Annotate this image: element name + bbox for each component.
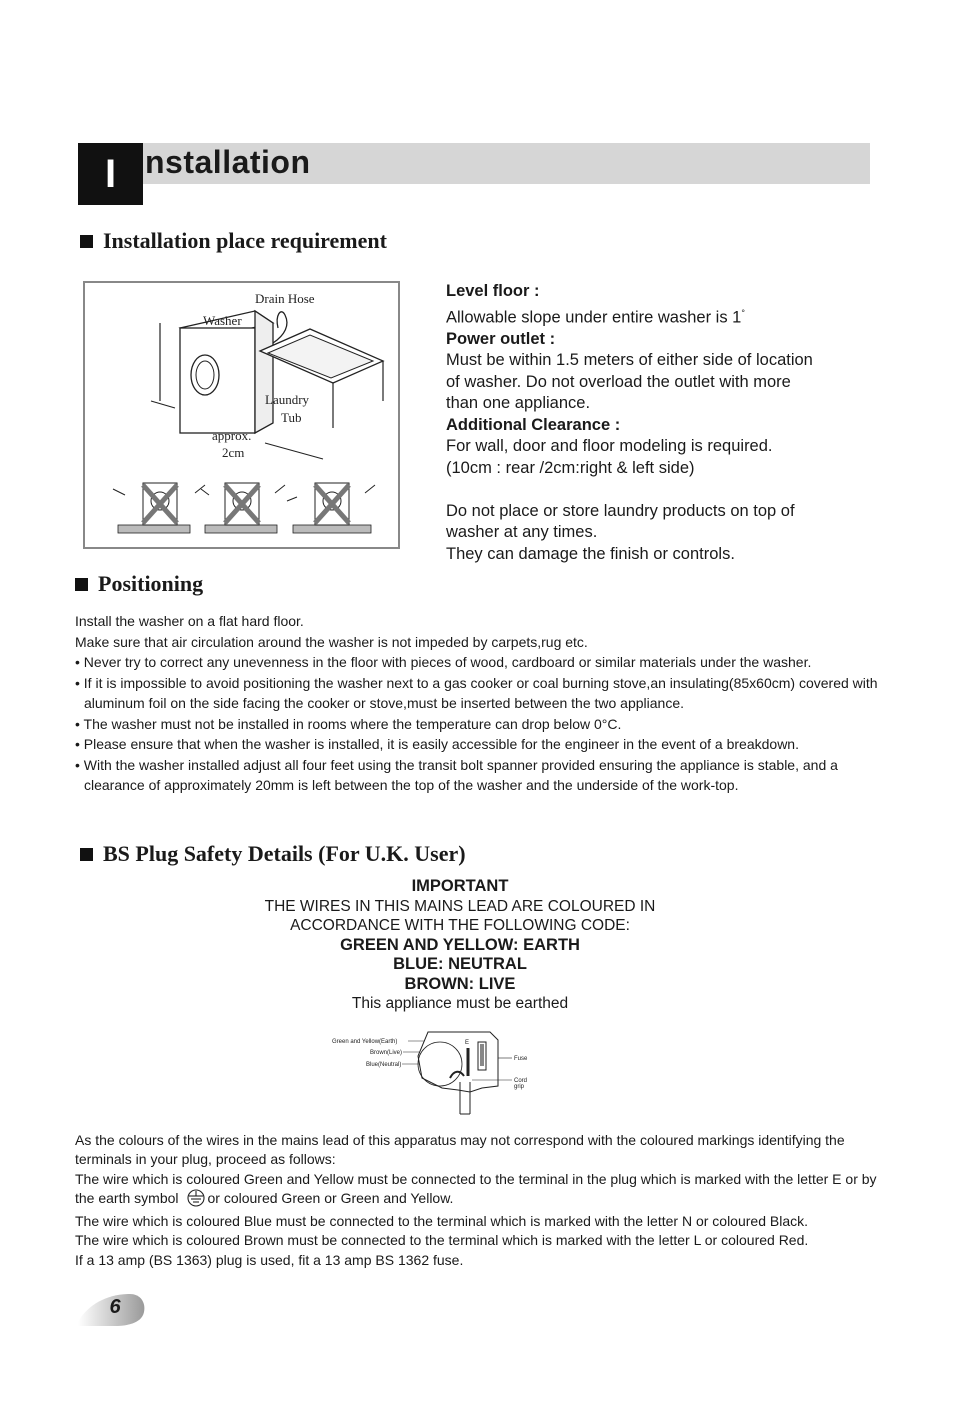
page-title: nstallation [145,144,311,180]
label-washer: Washer [203,313,242,328]
earthed-notice: This appliance must be earthed [351,995,569,1012]
positioning-bullet: • With the washer installed adjust all four feet using the transit bolt spanner provided ensuring the appliance is stable, and a clearance of approximately 20mm is left between the top of the washer and the underside of the work-top. [75,756,838,793]
section-heading-text: Positioning [98,571,204,596]
clearance-line: For wall, door and floor modeling is required. [446,437,773,455]
page-number: 6 [109,1296,121,1318]
label-drain-hose: Drain Hose [255,291,315,306]
square-bullet-icon [80,235,93,248]
plug-diagram [330,1026,540,1116]
warning-line: Do not place or store laundry products on top of [446,501,795,520]
wiring-paragraph: The wire which is coloured Brown must be connected to the terminal which is marked with the letter L or coloured Red. [75,1232,809,1249]
positioning-line: Install the washer on a flat hard floor. [75,613,304,629]
positioning-line: Make sure that air circulation around the washer is not impeded by carpets,rug etc. [75,633,588,650]
section-heading-installation-place [80,228,387,254]
earth-code: GREEN AND YELLOW: EARTH [340,935,580,954]
label-approx-value: 2cm [222,445,245,460]
positioning-text [75,611,885,796]
washer-diagram [85,283,398,547]
neutral-code: BLUE: NEUTRAL [393,955,527,973]
clearance-line: (10cm : rear /2cm:right & left side) [446,458,695,477]
wiring-paragraph-earth [75,1170,890,1213]
power-outlet-line: of washer. Do not overload the outlet with more [446,372,791,391]
plug-label-neutral: Blue(Neutral) [366,1062,402,1068]
level-floor-label: Level floor : [446,282,540,300]
plug-label-live: Brown(Live) [370,1050,403,1056]
wires-line: THE WIRES IN THIS MAINS LEAD ARE COLOURED IN [264,897,656,915]
earth-symbol-icon [185,1189,207,1212]
wire-code-notice [200,877,720,1014]
plug-label-cord: Cord [514,1078,528,1084]
incorrect-placement-figures [113,483,375,533]
spacer [446,479,866,501]
square-bullet-icon [75,578,88,591]
plug-wiring-svg [330,1026,540,1116]
label-approx: approx. [212,428,252,443]
label-laundry: Laundry [265,392,310,407]
wiring-instructions [75,1131,890,1270]
power-outlet-line: Must be within 1.5 meters of either side of location [446,351,813,369]
plug-label-fuse: Fuse [514,1056,528,1062]
degree-symbol: ° [741,307,745,318]
important-label: IMPORTANT [411,877,509,895]
clearance-label: Additional Clearance : [446,415,621,434]
section-heading-text: BS Plug Safety Details (For U.K. User) [103,841,466,866]
positioning-bullet: • Never try to correct any unevenness in the floor with pieces of wood, cardboard or similar materials under the washer. [75,654,812,670]
earth-instruction-text: The wire which is coloured Green and Yellow must be connected to the terminal in the plug which is marked with the letter E or by the earth symbol [75,1170,877,1206]
installation-requirements [446,281,866,565]
title-initial: I [104,152,117,196]
wiring-paragraph: As the colours of the wires in the mains lead of this apparatus may not correspond with the coloured markings identifying the terminals in your plug, proceed as follows: [75,1132,845,1168]
power-outlet-line: than one appliance. [446,394,591,412]
square-bullet-icon [80,848,93,861]
earth-instruction-suffix: or coloured Green or Green and Yellow. [207,1189,454,1206]
plug-label-grip: grip [514,1084,525,1090]
section-heading-positioning [75,571,203,597]
terminal-e-label: E [465,1040,470,1046]
wiring-paragraph: If a 13 amp (BS 1363) plug is used, fit a 13 amp BS 1362 fuse. [75,1251,464,1268]
section-heading-text: Installation place requirement [103,228,387,253]
warning-line: They can damage the finish or controls. [446,544,735,563]
level-floor-value: Allowable slope under entire washer is 1 [446,308,742,326]
wiring-paragraph: The wire which is coloured Blue must be connected to the terminal which is marked with the letter N or coloured Black. [75,1213,809,1230]
installation-illustration [83,281,400,549]
warning-line: washer at any times. [446,523,598,541]
plug-label-earth: Green and Yellow(Earth) [332,1039,398,1045]
label-tub: Tub [281,410,302,425]
positioning-bullet: • The washer must not be installed in rooms where the temperature can drop below 0°C. [75,715,622,732]
positioning-bullet: • If it is impossible to avoid positioning the washer next to a gas cooker or coal burning stove,an insulating(85x60cm) covered with aluminum foil on the side facing the cooker or stove,must be inserted between the two appliance. [75,674,878,711]
positioning-bullet: • Please ensure that when the washer is installed, it is easily accessible for the engineer in the event of a breakdown. [75,736,799,752]
level-floor-text [446,303,866,329]
power-outlet-label: Power outlet : [446,329,556,348]
section-heading-bs-plug [80,841,466,867]
wires-line: ACCORDANCE WITH THE FOLLOWING CODE: [290,917,630,934]
live-code: BROWN: LIVE [404,974,516,993]
